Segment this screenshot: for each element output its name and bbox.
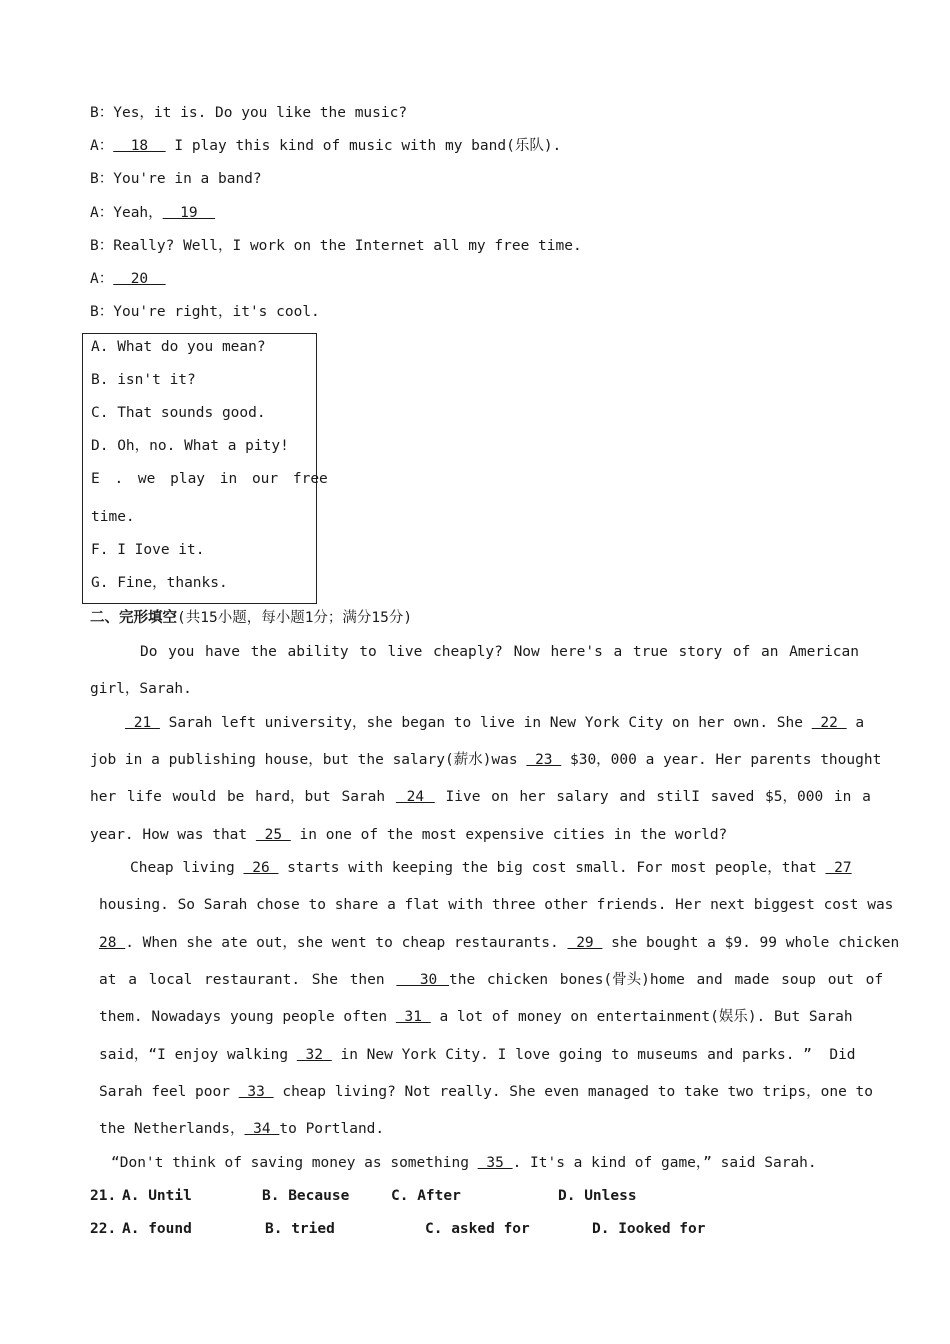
- passage-p3-line4: [99, 971, 883, 989]
- passage-text: starts with keeping the big cost small. For most people，that: [278, 860, 826, 876]
- passage-p3-line1: [130, 859, 852, 877]
- option-c: C. That sounds good.: [91, 405, 266, 421]
- passage-p2-line2: [90, 751, 881, 769]
- blank-30: 30: [396, 972, 450, 988]
- passage-p2-line1: [125, 714, 864, 732]
- passage-p3-line8: [99, 1120, 384, 1138]
- choice-d: D. Iooked for: [592, 1221, 706, 1237]
- dialogue-text: Yes，it is. Do you like the music?: [113, 105, 408, 121]
- passage-text: the chicken bones(骨头)home and made soup out of: [449, 972, 884, 988]
- passage-text: to Portland.: [279, 1121, 385, 1137]
- passage-p2-line4: [90, 826, 727, 844]
- dialogue-line: [90, 204, 215, 222]
- blank-31: 31: [395, 1009, 431, 1025]
- dialogue-text: You're right，it's cool.: [113, 304, 320, 320]
- passage-text: Iive on her salary and stilI saved $5，000 in a: [434, 789, 871, 805]
- option-e: E . we play in our free: [91, 471, 328, 487]
- passage-p3-line6: [99, 1046, 856, 1064]
- blank-29: 29: [567, 935, 603, 951]
- option-a: A. What do you mean?: [91, 339, 266, 355]
- passage-p3-line2: housing. So Sarah chose to share a flat with three other friends. Her next biggest cost was: [99, 897, 894, 913]
- speaker-label: A：: [90, 205, 114, 221]
- section-title-bold: 二、完形填空: [90, 610, 177, 626]
- dialogue-line: [90, 104, 407, 122]
- passage-text: them. Nowadays young people often: [99, 1009, 396, 1025]
- choice-b: B. tried: [265, 1221, 335, 1237]
- dialogue-text: Really? Well，I work on the Internet all my free time.: [113, 238, 582, 254]
- dialogue-line: [90, 237, 582, 255]
- option-d: D. Oh，no. What a pity!: [91, 438, 289, 454]
- choice-a: A. Until: [122, 1188, 192, 1204]
- blank-33: 33: [238, 1084, 274, 1100]
- passage-text: Sarah feel poor: [99, 1084, 239, 1100]
- blank-34: 34: [244, 1121, 280, 1137]
- passage-text: year. How was that: [90, 827, 256, 843]
- speaker-label: A：: [90, 138, 114, 154]
- dialogue-line: [90, 137, 561, 155]
- speaker-label: B：: [90, 238, 114, 254]
- dialogue-line: [90, 270, 166, 288]
- passage-p1-line2: girl，Sarah.: [90, 681, 192, 697]
- dialogue-text: I play this kind of music with my band(乐队).: [165, 138, 562, 154]
- blank-24: 24: [395, 789, 435, 805]
- question-number: 22.: [90, 1221, 117, 1237]
- passage-text: “Don't think of saving money as something: [111, 1155, 478, 1171]
- blank-27: 27: [825, 860, 852, 876]
- choice-b: B. Because: [262, 1188, 350, 1204]
- passage-text: at a local restaurant. She then: [99, 972, 397, 988]
- passage-text: said，“I enjoy walking: [99, 1047, 297, 1063]
- passage-p1-line1: Do you have the ability to live cheaply? Now here's a true story of an American: [140, 644, 859, 660]
- blank-18: 18: [113, 138, 166, 154]
- passage-text: in New York City. I love going to museums and parks. ” Did: [331, 1047, 856, 1063]
- passage-p2-line3: [90, 788, 871, 806]
- option-e-continued: time.: [91, 509, 135, 525]
- passage-p3-line3: [99, 934, 899, 952]
- blank-23: 23: [526, 752, 562, 768]
- section-title-rest: (共15小题，每小题1分；满分15分): [177, 610, 413, 626]
- blank-28: 28: [99, 935, 126, 951]
- option-b: B. isn't it?: [91, 372, 196, 388]
- blank-22: 22: [811, 715, 847, 731]
- passage-text: . When she ate out，she went to cheap restaurants.: [125, 935, 568, 951]
- dialogue-line: [90, 170, 262, 188]
- speaker-label: B：: [90, 171, 114, 187]
- speaker-label: B：: [90, 105, 114, 121]
- choice-a: A. found: [122, 1221, 192, 1237]
- dialogue-text: Yeah，: [113, 205, 163, 221]
- blank-32: 32: [296, 1047, 332, 1063]
- passage-text: Cheap living: [130, 860, 244, 876]
- choice-c: C. asked for: [425, 1221, 530, 1237]
- passage-text: a lot of money on entertainment(娱乐). But Sarah: [430, 1009, 853, 1025]
- blank-25: 25: [255, 827, 291, 843]
- passage-text: her life would be hard，but Sarah: [90, 789, 396, 805]
- blank-35: 35: [477, 1155, 513, 1171]
- passage-text: the Netherlands，: [99, 1121, 245, 1137]
- passage-p3-line5: [99, 1008, 853, 1026]
- question-number: 21.: [90, 1188, 117, 1204]
- section-title: [90, 609, 412, 627]
- options-box: [82, 333, 328, 604]
- passage-text: she bought a $9. 99 whole chicken: [602, 935, 900, 951]
- dialogue-text: You're in a band?: [113, 171, 262, 187]
- speaker-label: B：: [90, 304, 114, 320]
- choice-c: C. After: [391, 1188, 461, 1204]
- passage-text: Sarah left university，she began to live in New York City on her own. She: [159, 715, 812, 731]
- blank-20: 20: [113, 271, 166, 287]
- passage-p4: [111, 1154, 817, 1172]
- passage-text: cheap living? Not really. She even managed to take two trips，one to: [273, 1084, 874, 1100]
- dialogue-line: [90, 303, 320, 321]
- passage-text: in one of the most expensive cities in the world?: [290, 827, 728, 843]
- passage-p3-line7: [99, 1083, 873, 1101]
- option-f: F. I Iove it.: [91, 542, 205, 558]
- speaker-label: A：: [90, 271, 114, 287]
- passage-text: job in a publishing house，but the salary(薪水)was: [90, 752, 527, 768]
- blank-26: 26: [243, 860, 279, 876]
- passage-text: . It's a kind of game，” said Sarah.: [512, 1155, 817, 1171]
- option-g: G. Fine，thanks.: [91, 575, 228, 591]
- passage-text: $30，000 a year. Her parents thought: [561, 752, 882, 768]
- passage-text: a: [846, 715, 865, 731]
- blank-19: 19: [162, 205, 216, 221]
- choice-d: D. Unless: [558, 1188, 637, 1204]
- blank-21: 21: [125, 715, 160, 731]
